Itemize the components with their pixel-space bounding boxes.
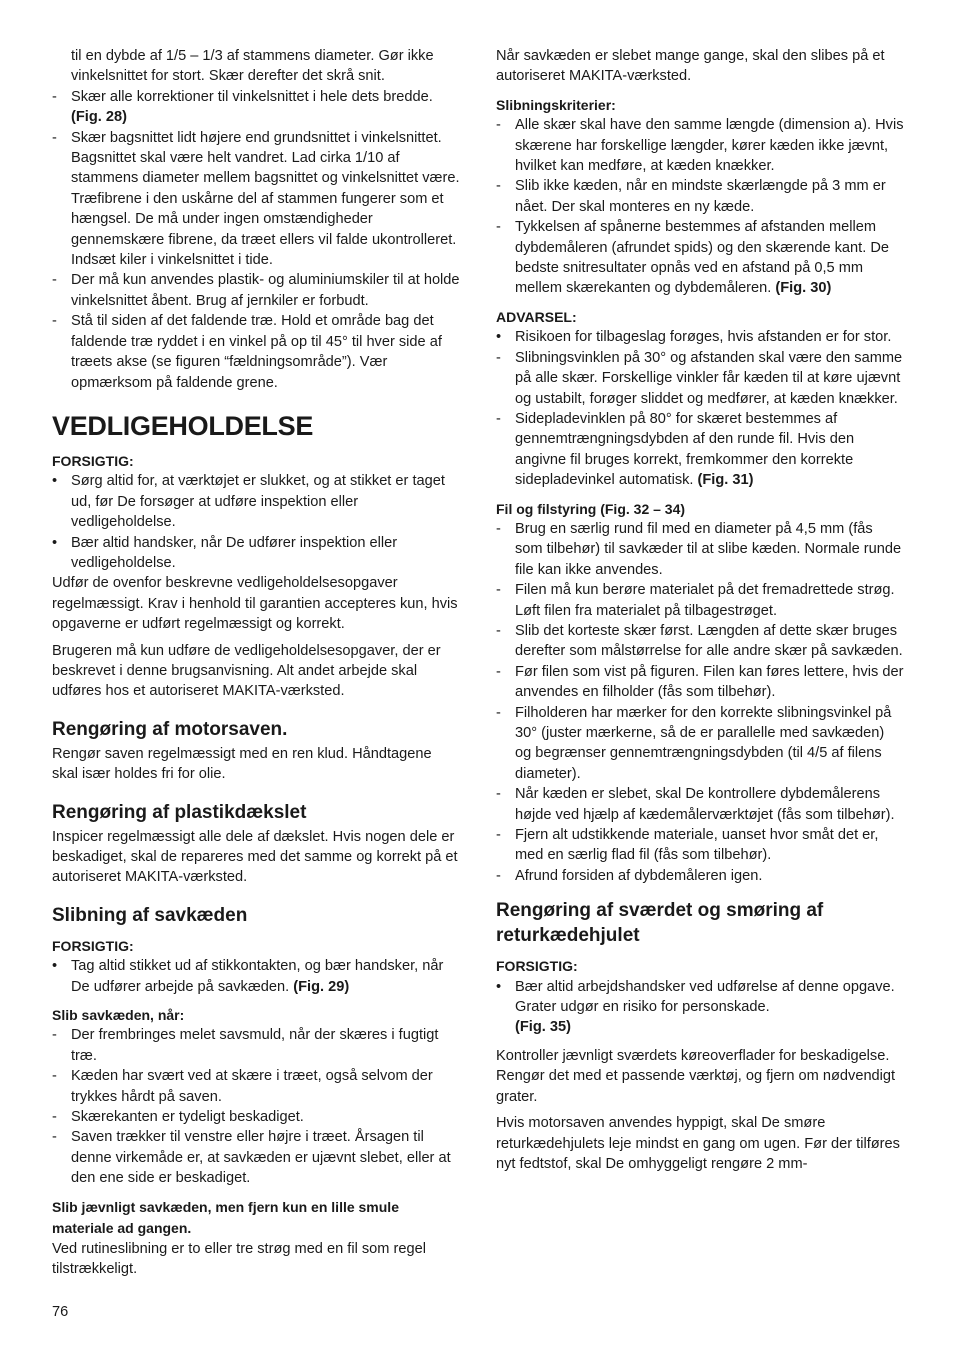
file-guidance-item-text: Brug en særlig rund fil med en diameter på 4,5 mm (fås som tilbehør) til savkæder til at slibe kæden. Normale runde file kan ikke anvendes. bbox=[515, 520, 902, 578]
warning-label: ADVARSEL: bbox=[496, 308, 577, 325]
regular-sharpening-label: Slib jævnligt savkæden, men fjern kun en lille smule materiale ad gangen. bbox=[52, 1198, 399, 1236]
bullet-mark: • bbox=[496, 978, 502, 995]
felling-step-text: Skær alle korrektioner til vinkelsnittet i hele dets bredde. bbox=[71, 88, 433, 105]
sharpen-when-item bbox=[52, 1025, 460, 1066]
file-guidance-item bbox=[496, 866, 904, 886]
dash-mark: - bbox=[52, 1109, 57, 1126]
file-guidance-item bbox=[496, 580, 904, 621]
file-guidance-item bbox=[496, 662, 904, 703]
sharpening-caution-item bbox=[52, 956, 460, 997]
file-guidance-item bbox=[496, 825, 904, 866]
cleaning-cover-text: Inspicer regelmæssigt alle dele af dækslet. Hvis nogen dele er beskadiget, skal de repareres med det samme og korrekt på et autoriseret MAKITA-værksted. bbox=[52, 828, 458, 886]
bar-paragraph-1: Kontroller jævnligt sværdets køreoverflader for beskadigelse. Rengør det med et passende værktøj, og fjern om nødvendigt grater. bbox=[496, 1047, 896, 1105]
file-guidance-item bbox=[496, 784, 904, 825]
dash-mark: - bbox=[52, 88, 57, 105]
workshop-sharpening-text: Når savkæden er slebet mange gange, skal den slibes på et autoriseret MAKITA-værksted. bbox=[496, 48, 885, 85]
maintenance-caution-item-text: Bær altid handsker, når De udfører inspektion eller vedligeholdelse. bbox=[71, 534, 398, 571]
sharpen-when-label: Slib savkæden, når: bbox=[52, 1007, 185, 1024]
dash-mark: - bbox=[496, 827, 501, 844]
file-guidance-item bbox=[496, 621, 904, 662]
maintenance-title: VEDLIGEHOLDELSE bbox=[52, 410, 314, 441]
criteria-item bbox=[496, 176, 904, 217]
dash-mark: - bbox=[496, 786, 501, 803]
felling-list bbox=[52, 87, 460, 393]
felling-step bbox=[52, 311, 460, 393]
dash-mark: - bbox=[52, 129, 57, 146]
dash-mark: - bbox=[496, 582, 501, 599]
criteria-item bbox=[496, 115, 904, 176]
bullet-mark: • bbox=[52, 534, 58, 551]
dash-mark: - bbox=[496, 349, 501, 366]
dash-mark: - bbox=[52, 1068, 57, 1085]
file-guidance-item-text: Filen må kun berøre materialet på det fremadrettede strøg. Løft filen fra materialet på tilbagestrøget. bbox=[515, 582, 895, 619]
dash-mark: - bbox=[496, 663, 501, 680]
dash-mark: - bbox=[496, 178, 501, 195]
left-column bbox=[52, 46, 460, 1280]
file-guidance-item bbox=[496, 703, 904, 785]
warning-item-text: Risikoen for tilbageslag forøges, hvis afstanden er for stor. bbox=[515, 329, 892, 346]
file-guidance-label: Fil og filstyring (Fig. 32 – 34) bbox=[496, 500, 686, 517]
regular-sharpening-text: Ved rutineslibning er to eller tre strøg med en fil som regel tilstrækkeligt. bbox=[52, 1240, 426, 1278]
sharpen-when-list bbox=[52, 1025, 460, 1188]
felling-step bbox=[52, 270, 460, 311]
criteria-item bbox=[496, 217, 904, 299]
page-number: 76 bbox=[52, 1304, 69, 1320]
sharpen-when-item bbox=[52, 1127, 460, 1188]
sharpening-caution-label: FORSIGTIG: bbox=[52, 937, 134, 954]
bar-caution-item bbox=[496, 977, 904, 1038]
felling-step bbox=[52, 87, 460, 128]
bullet-mark: • bbox=[52, 958, 58, 975]
file-guidance-item bbox=[496, 519, 904, 580]
figure-reference: (Fig. 30) bbox=[775, 280, 832, 297]
file-guidance-item-text: Før filen som vist på figuren. Filen kan føres lettere, hvis der anvendes en filholder (fås som tilbehør). bbox=[515, 663, 904, 701]
file-guidance-item-text: Når kæden er slebet, skal De kontrollere dybdemålerens højde ved hjælp af kædemålerværktøjet (fås som tilbehør). bbox=[515, 786, 895, 823]
dash-mark: - bbox=[496, 704, 501, 721]
figure-reference: (Fig. 29) bbox=[293, 978, 350, 995]
bar-paragraph-2: Hvis motorsaven anvendes hyppigt, skal De smøre returkædehjulets leje mindst en gang om ugen. Før der tilføres nyt fedtstof, skal De omhyggeligt rengøre 2 mm- bbox=[496, 1115, 900, 1172]
file-guidance-item-text: Slib det korteste skær først. Længden af dette skær bruges derefter som målstørrelse for alle andre skær på savkæden. bbox=[515, 622, 903, 660]
cleaning-saw-text: Rengør saven regelmæssigt med en ren klud. Håndtagene skal især holdes fri for olie. bbox=[52, 745, 432, 783]
warning-list bbox=[496, 327, 904, 490]
criteria-item-text: Slib ikke kæden, når en mindste skærlængde på 3 mm er nået. Der skal monteres en ny kæde. bbox=[515, 178, 886, 215]
file-guidance-item-text: Filholderen har mærker for den korrekte slibningsvinkel på 30° (juster mærkerne, så de er parallelle med savkæden) og begrænser gennemtrængningsdybden (til 4/5 af filens diameter). bbox=[515, 704, 892, 782]
cleaning-cover-heading: Rengøring af plastikdækslet bbox=[52, 801, 307, 823]
bar-cleaning-heading: Rengøring af sværdet og smøring af returkædehjulet bbox=[496, 900, 824, 947]
criteria-list bbox=[496, 115, 904, 299]
criteria-item-text: Tykkelsen af spånerne bestemmes af afstanden mellem dybdemåleren (afrundet spids) og den skærende kant. De bedste snitresultater opnås ved en afstand på 0,5 mm mellem skærekanten og dybdemåleren. bbox=[515, 219, 889, 297]
maintenance-caution-label: FORSIGTIG: bbox=[52, 452, 134, 469]
maintenance-caution-item bbox=[52, 471, 460, 532]
cleaning-saw-heading: Rengøring af motorsaven. bbox=[52, 718, 288, 740]
warning-item bbox=[496, 409, 904, 491]
figure-reference: (Fig. 31) bbox=[697, 472, 754, 489]
bullet-mark: • bbox=[52, 473, 58, 490]
dash-mark: - bbox=[496, 520, 501, 537]
dash-mark: - bbox=[496, 867, 501, 884]
maintenance-paragraph-1: Udfør de ovenfor beskrevne vedligeholdelsesopgaver regelmæssigt. Krav i henhold til garantien accepteres kun, hvis opgaverne er udført regelmæssigt og korrekt. bbox=[52, 575, 458, 633]
dash-mark: - bbox=[496, 622, 501, 639]
felling-step-text: Der må kun anvendes plastik- og aluminiumskiler til at holde vinkelsnittet åbent. Brug af jernkiler er forbudt. bbox=[71, 272, 460, 309]
bar-caution-label: FORSIGTIG: bbox=[496, 958, 578, 975]
bullet-mark: • bbox=[496, 329, 502, 346]
sharpening-heading: Slibning af savkæden bbox=[52, 904, 248, 926]
sharpen-when-item-text: Kæden har svært ved at skære i træet, også selvom der trykkes hårdt på saven. bbox=[71, 1068, 433, 1105]
maintenance-caution-item-text: Sørg altid for, at værktøjet er slukket, og at stikket er taget ud, før De forsøger at udføre inspektion eller vedligeholdelse. bbox=[71, 473, 445, 531]
warning-item-text: Slibningsvinklen på 30° og afstanden skal være den samme på alle skær. Forskellige vinkler får kæden til at køre ujævnt og ustabilt, forøger sliddet og medfører, at kæden knækker. bbox=[515, 349, 903, 407]
sharpen-when-item bbox=[52, 1066, 460, 1107]
dash-mark: - bbox=[496, 219, 501, 236]
felling-step bbox=[52, 128, 460, 271]
felling-intro-continuation: til en dybde af 1/5 – 1/3 af stammens diameter. Gør ikke vinkelsnittet for stort. Skær derefter det skrå snit. bbox=[71, 48, 434, 85]
right-column bbox=[496, 46, 904, 1174]
felling-step-text: Skær bagsnittet lidt højere end grundsnittet i vinkelsnittet. Bagsnittet skal være helt vandret. Lad cirka 1/10 af stammens diameter mellem bagsnittet og vinkelsnittet være. Træfibrene i den uskårne del af stammen fungerer som et hængsel. De må under ingen omstændigheder gennemskære fibrene, da træet ellers vil falde ukontrolleret. Indsæt kiler i vinkelsnittet i tide. bbox=[71, 129, 460, 269]
maintenance-paragraph-2: Brugeren må kun udføre de vedligeholdelsesopgaver, der er beskrevet i denne brugsanvisning. Alt andet arbejde skal udføres hos et autoriseret MAKITA-værksted. bbox=[52, 642, 441, 700]
sharpen-when-item-text: Der frembringes melet savsmuld, når der skæres i fugtigt træ. bbox=[71, 1027, 439, 1064]
dash-mark: - bbox=[52, 313, 57, 330]
dash-mark: - bbox=[52, 1129, 57, 1146]
figure-reference: (Fig. 28) bbox=[71, 109, 127, 126]
warning-item bbox=[496, 327, 904, 347]
warning-item bbox=[496, 348, 904, 409]
maintenance-caution-item bbox=[52, 533, 460, 574]
figure-reference: (Fig. 35) bbox=[515, 1019, 571, 1036]
felling-step-text: Stå til siden af det faldende træ. Hold et område bag det faldende træ ryddet i en vinkel på op til 45° til hver side af træets akse (se figuren “fældningsområde”). Vær opmærksom på faldende grene. bbox=[71, 313, 442, 391]
dash-mark: - bbox=[52, 1027, 57, 1044]
maintenance-caution-list bbox=[52, 471, 460, 573]
sharpening-caution-text: Tag altid stikket ud af stikkontakten, og bær handsker, når De udfører arbejde på savkæden. bbox=[71, 958, 444, 995]
file-guidance-item-text: Afrund forsiden af dybdemåleren igen. bbox=[515, 867, 763, 884]
bar-caution-text: Bær altid arbejdshandsker ved udførelse af denne opgave. Grater udgør en risiko for personskade. bbox=[515, 978, 895, 1016]
file-guidance-item-text: Fjern alt udstikkende materiale, uanset hvor småt det er, med en særlig flad fil (fås som tilbehør). bbox=[515, 827, 879, 864]
dash-mark: - bbox=[52, 272, 57, 289]
criteria-item-text: Alle skær skal have den samme længde (dimension a). Hvis skærene har forskellige længder, kører kæden ikke jævnt, hvilket kan medføre, at kæden knækker. bbox=[515, 117, 904, 175]
dash-mark: - bbox=[496, 117, 501, 134]
dash-mark: - bbox=[496, 410, 501, 427]
sharpen-when-item-text: Skærekanten er tydeligt beskadiget. bbox=[71, 1109, 304, 1126]
file-guidance-list bbox=[496, 519, 904, 886]
sharpen-when-item-text: Saven trækker til venstre eller højre i træet. Årsagen til denne virkemåde er, at savkæden er ujævnt slebet, eller at den ene side er beskadiget. bbox=[71, 1129, 451, 1187]
warning-item-text: Sidepladevinklen på 80° for skæret bestemmes af gennemtrængningsdybden af den runde fil. Hvis den angivne fil bruges korrekt, fremkommer den korrekte sidepladevinkel automatisk. bbox=[515, 410, 855, 489]
criteria-label: Slibningskriterier: bbox=[496, 96, 616, 113]
sharpen-when-item bbox=[52, 1107, 460, 1127]
